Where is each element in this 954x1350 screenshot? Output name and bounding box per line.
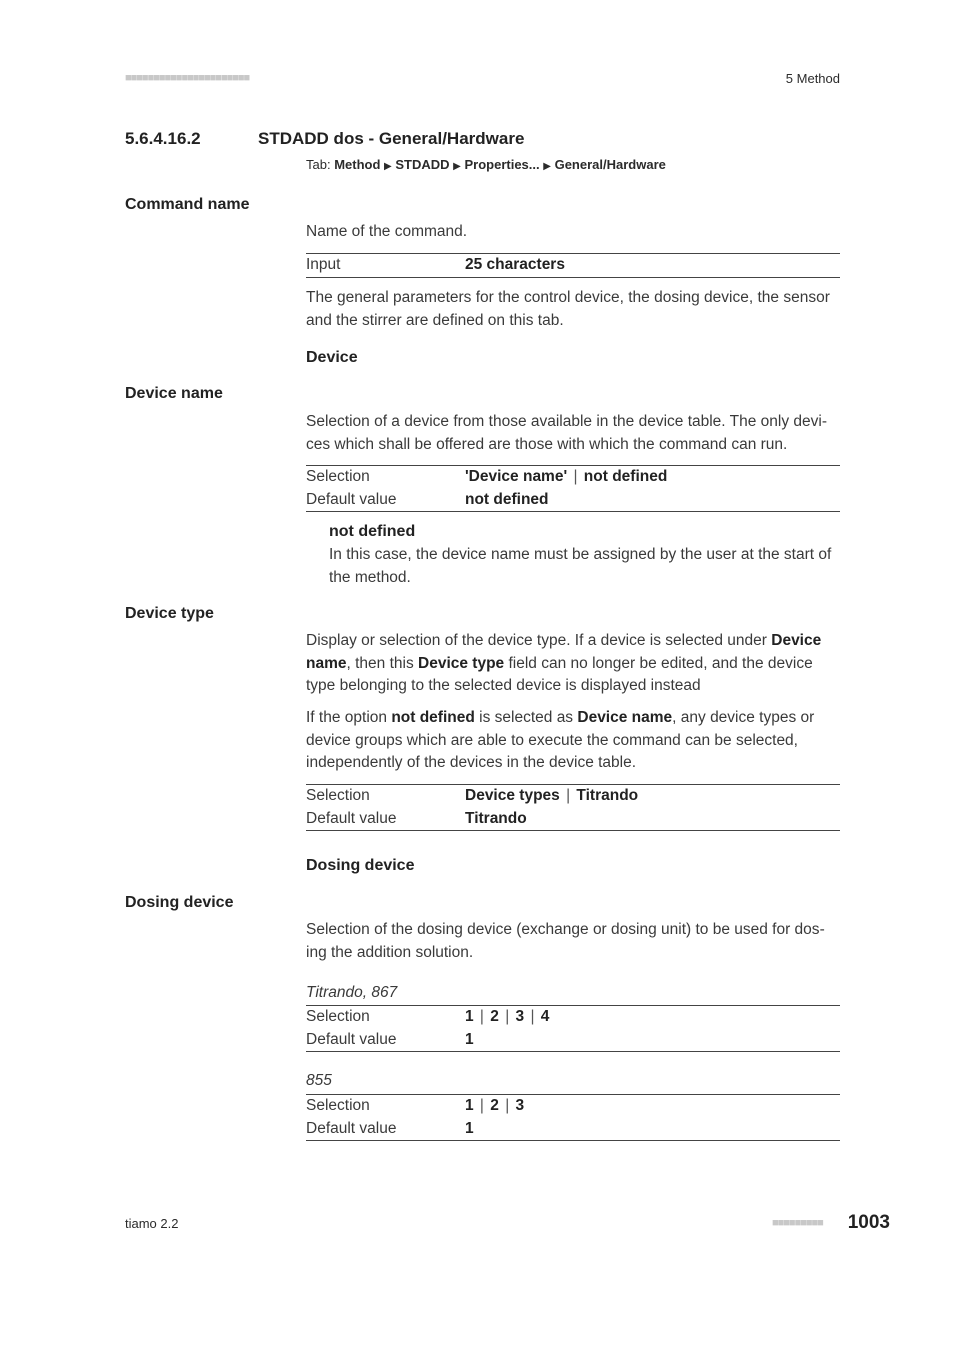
selection-option: 4 bbox=[540, 1008, 550, 1025]
command-name-table bbox=[306, 253, 840, 278]
tab-path-general-hardware: General/Hardware bbox=[554, 157, 666, 172]
header-decoration: ■■■■■■■■■■■■■■■■■■■■■■ bbox=[125, 72, 250, 84]
selection-key: Selection bbox=[306, 787, 370, 804]
input-key: Input bbox=[306, 256, 341, 273]
text-run: is selected as bbox=[474, 709, 578, 726]
chapter-label: 5 Method bbox=[785, 71, 840, 86]
selection-option: 1 bbox=[465, 1008, 474, 1025]
table-row bbox=[306, 1095, 840, 1118]
footer-decoration: ■■■■■■■■■ bbox=[772, 1217, 823, 1229]
device-type-table bbox=[306, 784, 840, 831]
selection-values: 1 | 2 | 3 | 4 bbox=[465, 1008, 550, 1025]
text-bold: Device name bbox=[577, 709, 673, 726]
text-run: If the option bbox=[306, 709, 392, 726]
table-row bbox=[306, 1006, 840, 1029]
default-value: 1 bbox=[465, 1030, 474, 1048]
dosing-table-855 bbox=[306, 1094, 840, 1141]
tab-path-properties: Properties... bbox=[464, 157, 540, 172]
text-run: , then this bbox=[346, 654, 419, 672]
dosing-device-desc: Selection of the dosing device (exchange or dosing unit) to be used for dosing the addition solution. bbox=[306, 921, 825, 961]
table-row bbox=[306, 808, 840, 831]
table-caption-855: 855 bbox=[306, 1072, 332, 1089]
selection-option: 2 bbox=[490, 1008, 499, 1025]
device-type-para-2 bbox=[306, 707, 840, 775]
table-row bbox=[306, 1118, 840, 1141]
text-bold: Device name bbox=[306, 632, 822, 672]
input-value: 25 characters bbox=[465, 256, 565, 273]
tab-prefix: Tab: bbox=[306, 157, 335, 172]
option-title: not defined bbox=[329, 523, 416, 540]
selection-option: 1 bbox=[465, 1097, 474, 1114]
device-type-para-1 bbox=[306, 630, 840, 698]
text-bold: not defined bbox=[391, 709, 475, 726]
selection-option: not defined bbox=[583, 468, 668, 485]
device-heading: Device bbox=[306, 349, 358, 366]
default-value: 1 bbox=[465, 1119, 474, 1137]
selection-values: 'Device name' | not defined bbox=[465, 468, 668, 485]
dosing-table-titrando bbox=[306, 1005, 840, 1052]
section-number: 5.6.4.16.2 bbox=[125, 129, 201, 148]
default-key: Default value bbox=[306, 1030, 397, 1048]
command-name-desc: Name of the command. bbox=[306, 223, 468, 240]
default-key: Default value bbox=[306, 1119, 397, 1137]
device-name-label: Device name bbox=[125, 385, 223, 402]
selection-option: 3 bbox=[515, 1008, 525, 1025]
selection-key: Selection bbox=[306, 1008, 370, 1025]
default-key: Default value bbox=[306, 809, 397, 827]
default-value: not defined bbox=[465, 490, 549, 508]
product-name: tiamo 2.2 bbox=[125, 1216, 179, 1231]
default-key: Default value bbox=[306, 490, 397, 508]
text-run: Display or selection of the device type. If a device is selected under bbox=[306, 632, 772, 649]
general-intro: The general parameters for the control device, the dosing device, the sensor and the stirrer are defined on this tab. bbox=[306, 289, 830, 329]
selection-option: 3 bbox=[515, 1097, 525, 1114]
device-name-desc: Selection of a device from those available in the device table. The only devices which shall be offered are those with which the command can run. bbox=[306, 413, 828, 453]
tab-path-method: Method bbox=[334, 157, 381, 172]
selection-option: Titrando bbox=[576, 787, 639, 804]
table-row bbox=[306, 254, 840, 277]
selection-option: 'Device name' bbox=[465, 468, 568, 485]
arrow-icon: ▶ bbox=[543, 161, 551, 172]
device-name-table bbox=[306, 465, 840, 512]
option-desc: In this case, the device name must be assigned by the user at the start of the method. bbox=[329, 546, 832, 586]
selection-values: 1 | 2 | 3 bbox=[465, 1097, 525, 1114]
arrow-icon: ▶ bbox=[384, 161, 392, 172]
default-value: Titrando bbox=[465, 809, 527, 827]
table-row bbox=[306, 489, 840, 512]
table-row bbox=[306, 1029, 840, 1052]
dosing-device-label: Dosing device bbox=[125, 894, 234, 911]
tab-path bbox=[306, 157, 666, 172]
command-name-label: Command name bbox=[125, 196, 250, 213]
arrow-icon: ▶ bbox=[453, 161, 461, 172]
section-title: STDADD dos - General/Hardware bbox=[258, 129, 525, 148]
selection-values: Device types | Titrando bbox=[465, 787, 639, 804]
device-type-label: Device type bbox=[125, 605, 214, 622]
tab-path-stdadd: STDADD bbox=[395, 157, 450, 172]
selection-key: Selection bbox=[306, 468, 370, 485]
page-number: 1003 bbox=[847, 1212, 890, 1233]
selection-option: Device types bbox=[465, 787, 560, 804]
dosing-heading: Dosing device bbox=[306, 857, 415, 874]
text-run: , any device types or device groups which are able to execute the command can be selected, independently of the devices in the device table. bbox=[306, 709, 815, 771]
text-run: field can no longer be edited, and the device type belonging to the selected device is displayed instead bbox=[306, 654, 813, 694]
table-caption-titrando: Titrando, 867 bbox=[306, 984, 398, 1001]
text-bold: Device type bbox=[418, 654, 505, 672]
selection-option: 2 bbox=[490, 1097, 499, 1114]
table-row bbox=[306, 466, 840, 489]
table-row bbox=[306, 785, 840, 808]
selection-key: Selection bbox=[306, 1097, 370, 1114]
